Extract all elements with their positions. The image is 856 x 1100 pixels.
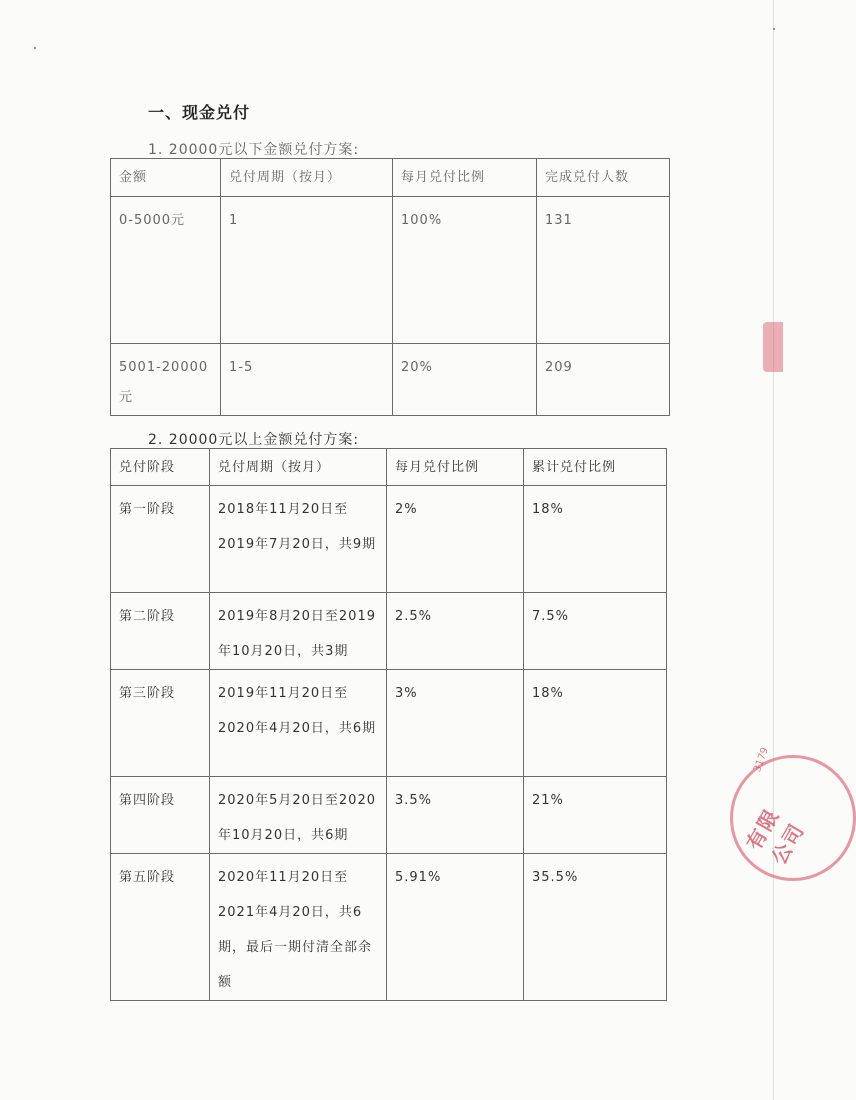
cell-monthly-ratio: 2% — [387, 486, 524, 593]
cell-cumulative-ratio: 18% — [524, 670, 667, 777]
cell-stage: 第三阶段 — [111, 670, 210, 777]
scan-speck — [773, 28, 775, 30]
header-cell: 兑付阶段 — [111, 449, 210, 486]
table-row — [111, 486, 667, 593]
seal-text: 有限公司 — [741, 803, 810, 869]
page-edge-line — [773, 0, 774, 1100]
section-title: 一、现金兑付 — [148, 103, 251, 122]
table-row — [111, 854, 667, 1001]
header-cell: 金额 — [111, 159, 221, 197]
cell-monthly-ratio: 3% — [387, 670, 524, 777]
table-header-row — [111, 449, 667, 486]
table-over-20000 — [110, 448, 667, 1001]
header-cell: 每月兑付比例 — [387, 449, 524, 486]
table-under-20000 — [110, 158, 670, 416]
cell-monthly-ratio: 3.5% — [387, 777, 524, 854]
header-cell: 累计兑付比例 — [524, 449, 667, 486]
header-cell: 每月兑付比例 — [393, 159, 537, 197]
cell-period: 2020年5月20日至2020年10月20日，共6期 — [210, 777, 387, 854]
table2-caption: 2. 20000元以上金额兑付方案: — [148, 432, 360, 448]
cell-completed-count: 131 — [537, 197, 670, 344]
table-row — [111, 777, 667, 854]
seal-number: 3179 — [752, 746, 772, 774]
cell-monthly-ratio: 100% — [393, 197, 537, 344]
cell-cumulative-ratio: 18% — [524, 486, 667, 593]
table-header-row — [111, 159, 670, 197]
table1-caption: 1. 20000元以下金额兑付方案: — [148, 142, 360, 158]
cell-cumulative-ratio: 7.5% — [524, 593, 667, 670]
cell-stage: 第一阶段 — [111, 486, 210, 593]
cell-completed-count: 209 — [537, 344, 670, 416]
cell-period: 2018年11月20日至2019年7月20日，共9期 — [210, 486, 387, 593]
seal-fragment-edge — [763, 322, 783, 372]
scan-speck — [34, 47, 36, 49]
cell-monthly-ratio: 5.91% — [387, 854, 524, 1001]
cell-period: 2019年11月20日至2020年4月20日，共6期 — [210, 670, 387, 777]
cell-cumulative-ratio: 21% — [524, 777, 667, 854]
cell-cumulative-ratio: 35.5% — [524, 854, 667, 1001]
cell-period: 2020年11月20日至2021年4月20日，共6期，最后一期付清全部余额 — [210, 854, 387, 1001]
header-cell: 兑付周期（按月） — [210, 449, 387, 486]
cell-monthly-ratio: 2.5% — [387, 593, 524, 670]
table-row — [111, 197, 670, 344]
header-cell: 兑付周期（按月） — [221, 159, 393, 197]
cell-period: 1-5 — [221, 344, 393, 416]
cell-period: 1 — [221, 197, 393, 344]
table-row — [111, 344, 670, 416]
cell-amount: 5001-20000元 — [111, 344, 221, 416]
header-cell: 完成兑付人数 — [537, 159, 670, 197]
table-row — [111, 593, 667, 670]
table-row — [111, 670, 667, 777]
cell-monthly-ratio: 20% — [393, 344, 537, 416]
cell-stage: 第五阶段 — [111, 854, 210, 1001]
cell-amount: 0-5000元 — [111, 197, 221, 344]
cell-stage: 第四阶段 — [111, 777, 210, 854]
cell-period: 2019年8月20日至2019年10月20日，共3期 — [210, 593, 387, 670]
cell-stage: 第二阶段 — [111, 593, 210, 670]
